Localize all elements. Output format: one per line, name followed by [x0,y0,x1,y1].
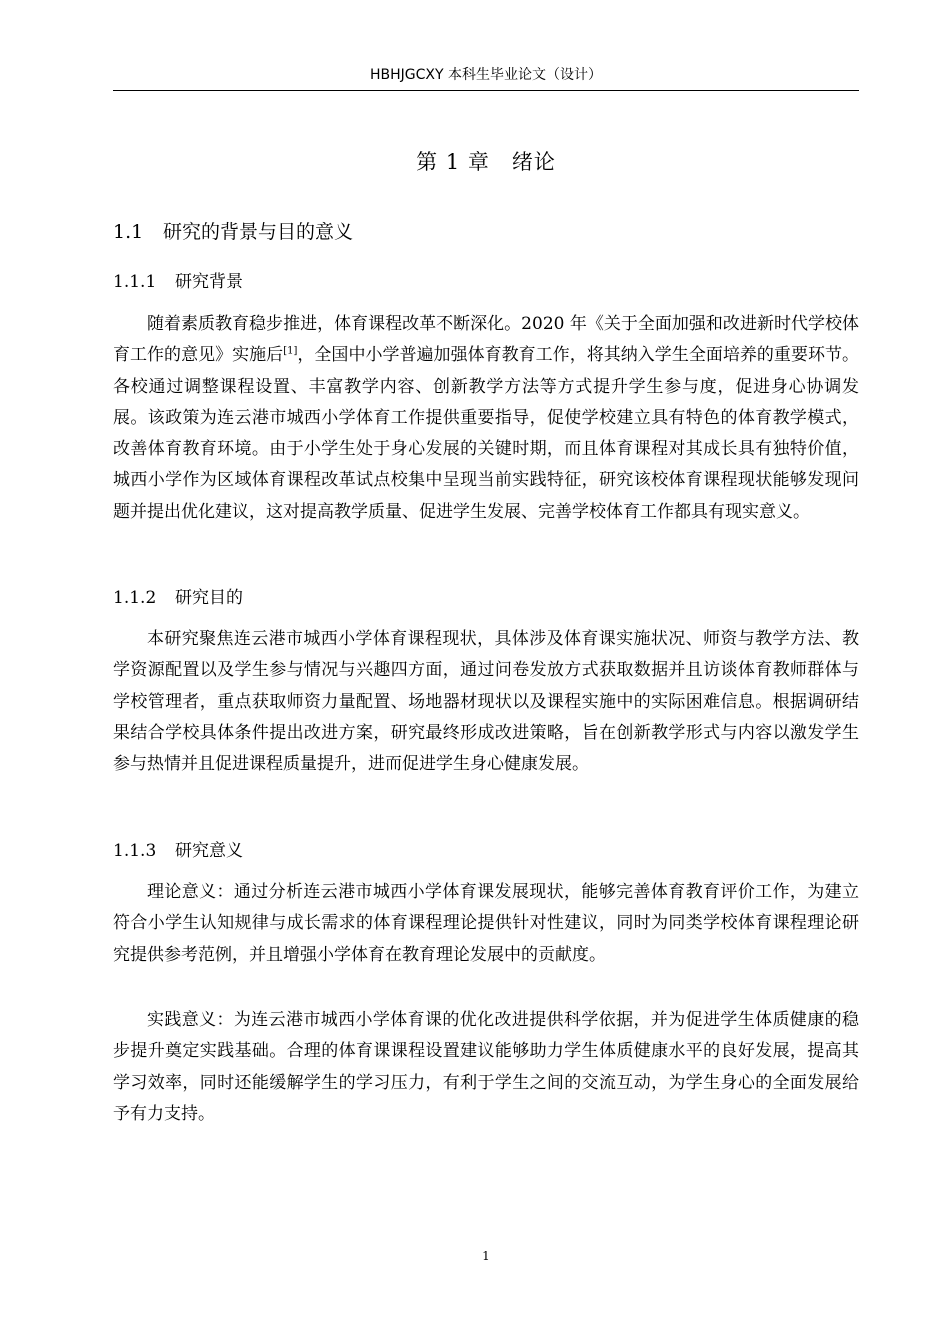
subsection-heading-purpose [113,584,243,612]
subsection-title: 研究目的 [175,588,243,608]
page-header: HBHJGCXY 本科生毕业论文（设计） [369,67,602,83]
page-number: 1 [482,1249,490,1263]
paragraph-purpose: 本研究聚焦连云港市城西小学体育课程现状，具体涉及体育课实施状况、师资与教学方法、教学资源配置以及学生参与情况与兴趣四方面，通过问卷发放方式获取数据并且访谈体育教师群体与学校管理者，重点获取师资力量配置、场地器材现状以及课程实施中的实际困难信息。根据调研结果结合学校具体条件提出改进方案，研究最终形成改进策略，旨在创新教学形式与内容以激发学生参与热情并且促进课程质量提升，进而促进学生身心健康发展。 [113,629,859,775]
subsection-number: 1.1.3 [113,841,157,861]
paragraph-text: ，全国中小学普遍加强体育教育工作，将其纳入学生全面培养的重要环节。各校通过调整课程设置、丰富教学内容、创新教学方法等方式提升学生参与度，促进身心协调发展。该政策为连云港市城西小学体育工作提供重要指导，促使学校建立具有特色的体育教学模式，改善体育教育环境。由于小学生处于身心发展的关键时期，而且体育课程对其成长具有独特价值，城西小学作为区域体育课程改革试点校集中呈现当前实践特征，研究该校体育课程现状能够发现问题并提出优化建议，这对提高教学质量、促进学生发展、完善学校体育工作都具有现实意义。 [113,345,860,522]
paragraph-theory: 理论意义：通过分析连云港市城西小学体育课发展现状，能够完善体育教育评价工作，为建立符合小学生认知规律与成长需求的体育课程理论提供针对性建议，同时为同类学校体育课程理论研究提供参考范例，并且增强小学体育在教育理论发展中的贡献度。 [113,882,859,965]
citation-ref: [1] [283,345,298,357]
subsection-heading-background [113,268,243,296]
header-rule [113,90,859,91]
paragraph-background [113,309,859,528]
chapter-name: 绪论 [511,150,556,174]
subsection-number: 1.1.1 [113,272,157,292]
paragraph-text: 随着素质教育稳步推进，体育课程改革不断深化。2020 年《关于全面加强和改进新时代学校体育工作的意见》实施后 [113,314,859,366]
subsection-number: 1.1.2 [113,588,157,608]
section-title: 研究的背景与目的意义 [163,221,354,243]
chapter-title [113,146,859,178]
subsection-heading-significance [113,837,243,865]
subsection-title: 研究意义 [175,841,243,861]
paragraph-practice: 实践意义：为连云港市城西小学体育课的优化改进提供科学依据，并为促进学生体质健康的稳步提升奠定实践基础。合理的体育课课程设置建议能够助力学生体质健康水平的良好发展，提高其学习效率，同时还能缓解学生的学习压力，有利于学生之间的交流互动，为学生身心的全面发展给予有力支持。 [113,1010,859,1124]
section-number: 1.1 [113,221,144,243]
chapter-number: 第 1 章 [416,150,490,174]
section-heading [113,217,353,247]
subsection-title: 研究背景 [175,272,243,292]
